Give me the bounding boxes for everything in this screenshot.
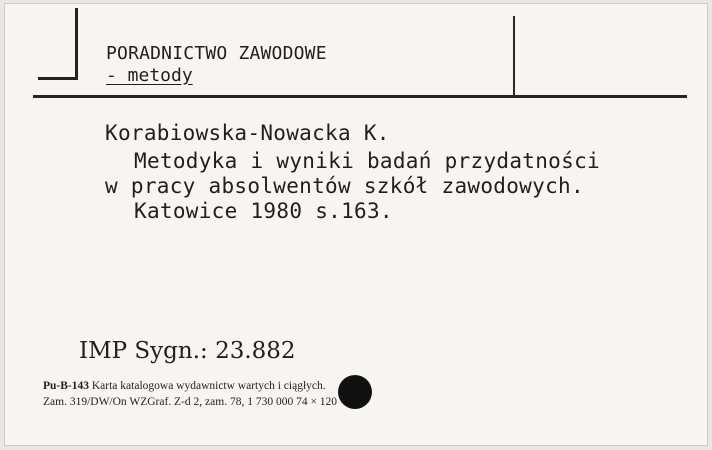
footer-order-code: Zam. 319/DW/On [43, 396, 127, 408]
punch-hole [338, 375, 372, 409]
heading-divider-line [513, 16, 515, 98]
footer-printer-info: WZGraf. Z-d 2, zam. 78, 1 730 000 74 × 120 [129, 396, 338, 408]
corner-mark-vertical [75, 8, 78, 80]
entry-author: Korabiowska-Nowacka K. [105, 121, 390, 145]
entry-title-line2: w pracy absolwentów szkół zawodowych. [105, 174, 584, 198]
corner-mark-horizontal [38, 77, 78, 80]
heading-rule [33, 95, 687, 98]
call-number: IMP Sygn.: 23.882 [79, 338, 296, 364]
footer-form-description: Karta katalogowa wydawnictw wartych i ciągłych. [91, 380, 326, 392]
entry-title-line1: Metodyka i wyniki badań przydatności [134, 149, 600, 173]
catalog-card [4, 3, 708, 446]
entry-imprint: Katowice 1980 s.163. [134, 199, 393, 223]
subject-heading: PORADNICTWO ZAWODOWE [106, 43, 327, 64]
subject-subheading: - metody [106, 65, 193, 86]
footer-line-1 [43, 380, 326, 392]
footer-form-code: Pu-B-143 [43, 380, 89, 392]
footer-line-2 [43, 396, 337, 408]
